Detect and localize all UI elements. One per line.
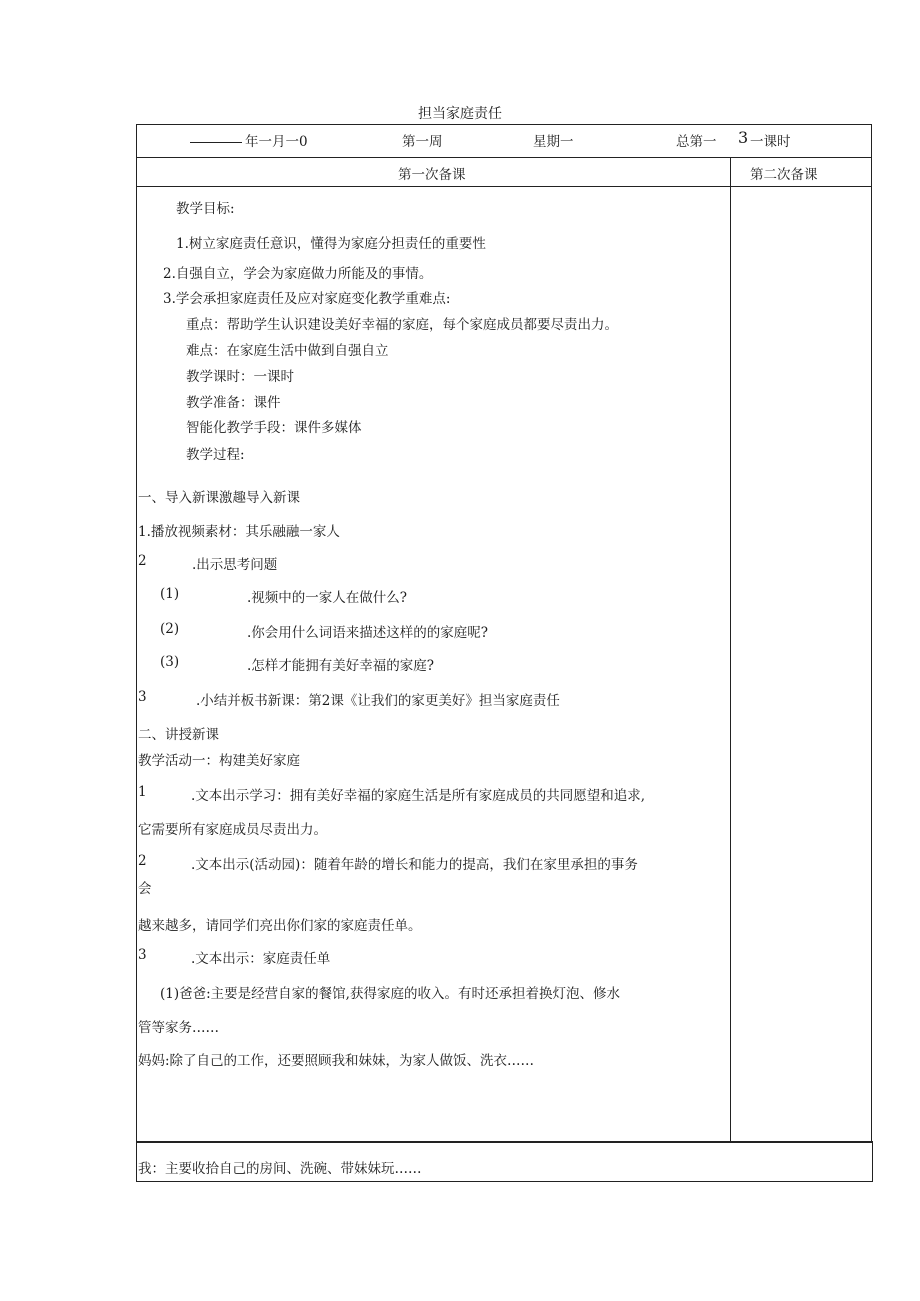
text-line: 它需要所有家庭成员尽责出力。 [138,822,327,838]
week-field: 第一周 [402,134,443,150]
text-line: 妈妈:除了自己的工作，还要照顾我和妹妹，为家人做饭、洗衣…… [138,1053,535,1069]
list-number: 1 [138,784,147,800]
list-number: 2 [138,853,147,869]
text-line: .文本出示学习：拥有美好幸福的家庭生活是所有家庭成员的共同愿望和追求, [191,788,646,804]
text-line: 难点：在家庭生活中做到自强自立 [186,343,389,359]
list-number: 3 [138,689,147,705]
text-line: .出示思考问题 [192,557,278,573]
col2-heading: 第二次备课 [750,167,818,183]
list-number: (3) [160,654,180,670]
text-line: 教学课时：一课时 [186,369,294,385]
text-line: .怎样才能拥有美好幸福的家庭? [247,658,435,674]
document-title: 担当家庭责任 [418,106,502,122]
date-field: 年一月一0 [245,134,308,150]
text-line: 智能化教学手段：课件多媒体 [186,420,362,436]
total-prefix: 总第一 [676,134,717,150]
list-number: (2) [160,621,180,637]
text-line: 教学过程: [186,447,245,463]
text-line: 管等家务…… [138,1020,219,1036]
text-line: .你会用什么词语来描述这样的的家庭呢? [247,625,489,641]
table-divider [136,157,871,158]
text-line: .文本出示(活动园)：随着年龄的增长和能力的提高，我们在家里承担的事务 [191,857,638,873]
total-number: 3 [738,128,749,147]
list-number: (1) [160,586,180,602]
text-line: 教学准备：课件 [186,395,281,411]
section-heading: 二、讲授新课 [138,727,219,743]
text-line: 3.学会承担家庭责任及应对家庭变化教学重难点: [163,291,451,307]
text-line: 2.自强自立，学会为家庭做力所能及的事情。 [163,266,433,282]
text-line: 教学目标: [176,201,235,217]
text-line: (1)爸爸:主要是经营自家的餐馆,获得家庭的收入。有时还承担着换灯泡、修水 [160,986,620,1002]
list-number: 2 [138,553,147,569]
text-line: .文本出示：家庭责任单 [191,951,331,967]
text-line: 越来越多，请同学们亮出你们家的家庭责任单。 [138,918,422,934]
col1-heading: 第一次备课 [398,167,466,183]
section-heading: 一、导入新课激趣导入新课 [138,490,300,506]
text-line: 会 [138,881,152,897]
total-suffix: 一课时 [750,134,791,150]
text-line: 1.树立家庭责任意识，懂得为家庭分担责任的重要性 [176,236,486,252]
footer-line: 我：主要收拾自己的房间、洗碗、带妹妹玩…… [138,1161,422,1177]
text-line: .小结并板书新课：第2课《让我们的家更美好》担当家庭责任 [196,693,560,709]
weekday-field: 星期一 [533,134,574,150]
date-underline [190,130,242,147]
text-line: 教学活动一：构建美好家庭 [138,753,300,769]
text-line: .视频中的一家人在做什么? [247,590,408,606]
text-line: 重点：帮助学生认识建设美好幸福的家庭，每个家庭成员都要尽责出力。 [186,317,618,333]
column-divider [730,157,731,1141]
list-number: 3 [138,947,147,963]
table-divider [136,186,871,187]
text-line: 1.播放视频素材：其乐融融一家人 [138,524,340,540]
